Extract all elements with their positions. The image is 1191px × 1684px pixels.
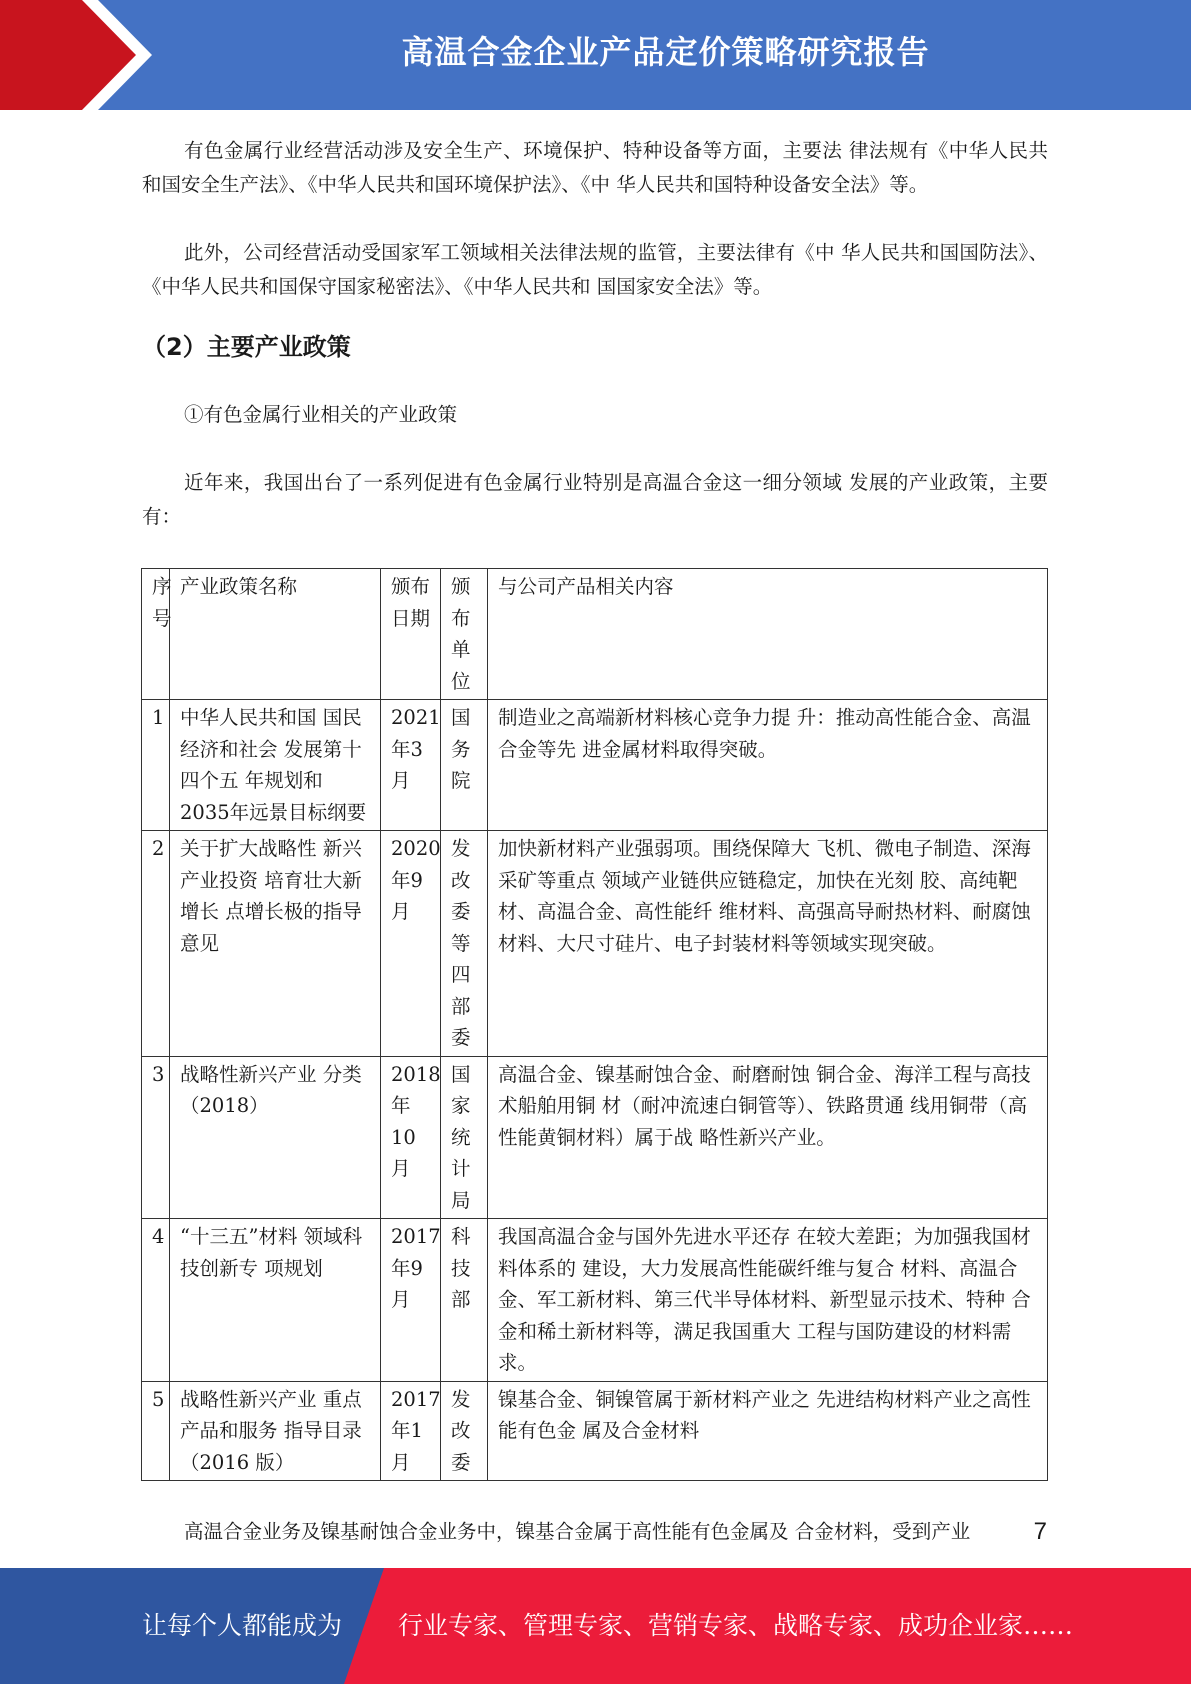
page-header: [0, 0, 1191, 110]
cell-issuer: 发改委等四部委: [441, 831, 488, 1057]
cell-issue-date: 2020年9月: [381, 831, 441, 1057]
paragraph-regulations: 有色金属行业经营活动涉及安全生产、环境保护、特种设备等方面，主要法 律法规有《中华人民共和国安全生产法》、《中华人民共和国环境保护法》、《中 华人民共和国特种设备安全法》等。: [142, 139, 1048, 196]
cell-related-content: 高温合金、镍基耐蚀合金、耐磨耐蚀 铜合金、海洋工程与高技术船舶用铜 材（耐冲流速白铜管等）、铁路贯通 线用铜带（高性能黄铜材料）属于战 略性新兴产业。: [488, 1056, 1048, 1219]
header-issue-date: 颁布日期: [381, 569, 441, 700]
cell-no: 5: [142, 1381, 170, 1481]
paragraph-nickel-alloy: 高温合金业务及镍基耐蚀合金业务中，镍基合金属于高性能有色金属及 合金材料，受到产业: [184, 1520, 971, 1543]
cell-policy-name: 关于扩大战略性 新兴产业投资 培育壮大新增长 点增长极的指导意见: [170, 831, 381, 1057]
table-row: [142, 1381, 1048, 1481]
paragraph-military-regulations: 此外，公司经营活动受国家军工领域相关法律法规的监管，主要法律有《中 华人民共和国国防法》、《中华人民共和国保守国家秘密法》、《中华人民共和 国国家安全法》等。: [142, 241, 1048, 298]
page-number: 7: [1033, 1518, 1047, 1545]
table-row: [142, 1056, 1048, 1219]
header-issuer: 颁布单位: [441, 569, 488, 700]
header-related-content: 与公司产品相关内容: [488, 569, 1048, 700]
industry-policy-table: [141, 568, 1048, 1481]
cell-related-content: 制造业之高端新材料核心竞争力提 升：推动高性能合金、高温合金等先 进金属材料取得突破。: [488, 700, 1048, 831]
cell-issue-date: 2017年1月: [381, 1381, 441, 1481]
cell-issue-date: 2018年10月: [381, 1056, 441, 1219]
table-row: [142, 831, 1048, 1057]
cell-issuer: 科技部: [441, 1219, 488, 1382]
footer-slogan-left: 让每个人都能成为: [142, 1611, 343, 1640]
cell-issue-date: 2017年9月: [381, 1219, 441, 1382]
paragraph-policy-intro: 近年来，我国出台了一系列促进有色金属行业特别是高温合金这一细分领域 发展的产业政策，主要有：: [142, 471, 1048, 528]
footer-slogan-right: 行业专家、管理专家、营销专家、战略专家、成功企业家……: [398, 1611, 1074, 1640]
cell-policy-name: 战略性新兴产业 重点产品和服务 指导目录（2016 版）: [170, 1381, 381, 1481]
cell-no: 1: [142, 700, 170, 831]
cell-no: 3: [142, 1056, 170, 1219]
page-content: [142, 134, 1048, 1549]
cell-related-content: 我国高温合金与国外先进水平还存 在较大差距；为加强我国材料体系的 建设，大力发展高性能碳纤维与复合 材料、高温合金、军工新材料、第三代半导体材料、新型显示技术、特种 合金和稀土新材料等，满足我国重大 工程与国防建设的材料需求。: [488, 1219, 1048, 1382]
header-chevron-decoration: [0, 0, 160, 110]
report-title: 高温合金企业产品定价策略研究报告: [401, 33, 930, 71]
cell-no: 2: [142, 831, 170, 1057]
cell-policy-name: 中华人民共和国 国民经济和社会 发展第十四个五 年规划和2035年远景目标纲要: [170, 700, 381, 831]
header-policy-name: 产业政策名称: [170, 569, 381, 700]
cell-policy-name: “十三五”材料 领域科技创新专 项规划: [170, 1219, 381, 1382]
table-row: [142, 700, 1048, 831]
cell-no: 4: [142, 1219, 170, 1382]
table-row: [142, 1219, 1048, 1382]
header-no: 序号: [142, 569, 170, 700]
cell-issuer: 国家统计局: [441, 1056, 488, 1219]
page-footer: [0, 1568, 1191, 1684]
table-header-row: [142, 569, 1048, 700]
cell-issuer: 发改委: [441, 1381, 488, 1481]
cell-issuer: 国务院: [441, 700, 488, 831]
subsection-heading: ①有色金属行业相关的产业政策: [184, 403, 458, 426]
cell-issue-date: 2021年3月: [381, 700, 441, 831]
cell-policy-name: 战略性新兴产业 分类（2018）: [170, 1056, 381, 1219]
cell-related-content: 镍基合金、铜镍管属于新材料产业之 先进结构材料产业之高性能有色金 属及合金材料: [488, 1381, 1048, 1481]
cell-related-content: 加快新材料产业强弱项。围绕保障大 飞机、微电子制造、深海采矿等重点 领域产业链供应链稳定，加快在光刻 胶、高纯靶材、高温合金、高性能纤 维材料、高强高导耐热材料、耐腐蚀 材料、大尺寸硅片、电子封装材料等领域实现突破。: [488, 831, 1048, 1057]
section-heading: （2）主要产业政策: [142, 333, 351, 361]
